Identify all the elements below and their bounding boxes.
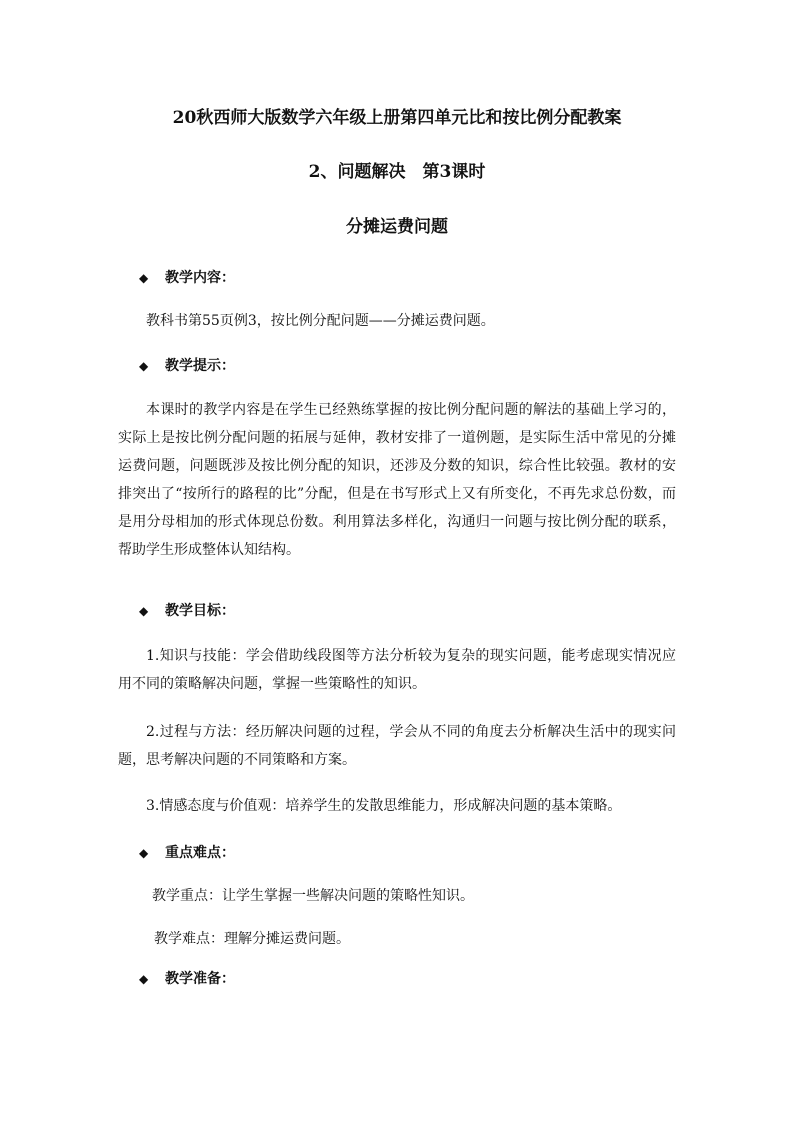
section-heading-goals [139, 601, 235, 621]
section-heading-label: 教学内容： [165, 270, 235, 286]
bullet-diamond-icon: ◆ [139, 271, 149, 285]
hint-paragraph: 本课时的教学内容是在学生已经熟练掌握的按比例分配问题的解法的基础上学习的，实际上是按比例分配问题的拓展与延伸，教材安排了一道例题，是实际生活中常见的分摊运费问题，问题既涉及按比例分配的知识，还涉及分数的知识，综合性比较强。教材的安排突出了“按所行的路程的比”分配，但是在书写形式上又有所变化，不再先求总份数，而是用分母相加的形式体现总份数。利用算法多样化，沟通归一问题与按比例分配的联系，帮助学生形成整体认知结构。 [118, 402, 676, 558]
section-heading-prep [139, 969, 235, 989]
section-heading-content [139, 268, 235, 288]
section-heading-label: 重点难点： [165, 845, 235, 861]
section-heading-label: 教学准备： [165, 971, 235, 987]
goal-item: 3.情感态度与价值观：培养学生的发散思维能力，形成解决问题的基本策略。 [146, 798, 622, 814]
section-heading-label: 教学提示： [165, 358, 235, 374]
document-title: 20秋西师大版数学六年级上册第四单元比和按比例分配教案 [172, 108, 622, 128]
section-heading-key [139, 843, 235, 863]
bullet-diamond-icon: ◆ [139, 359, 149, 373]
bullet-diamond-icon: ◆ [139, 972, 149, 986]
lesson-title: 2、问题解决 第3课时 [308, 162, 486, 182]
lesson-subtitle: 分摊运费问题 [346, 217, 448, 237]
goal-item: 1.知识与技能：学会借助线段图等方法分析较为复杂的现实问题，能考虑现实情况应用不同的策略解决问题，掌握一些策略性的知识。 [118, 648, 676, 692]
section-heading-label: 教学目标： [165, 603, 235, 619]
bullet-diamond-icon: ◆ [139, 604, 149, 618]
bullet-diamond-icon: ◆ [139, 846, 149, 860]
content-text: 教科书第55页例3，按比例分配问题——分摊运费问题。 [146, 313, 495, 329]
section-heading-hint [139, 356, 235, 376]
key-focus-text: 教学重点：让学生掌握一些解决问题的策略性知识。 [152, 888, 474, 904]
goal-item: 2.过程与方法：经历解决问题的过程，学会从不同的角度去分析解决生活中的现实问题，思考解决问题的不同策略和方案。 [118, 724, 676, 768]
key-difficulty-text: 教学难点：理解分摊运费问题。 [154, 931, 350, 947]
